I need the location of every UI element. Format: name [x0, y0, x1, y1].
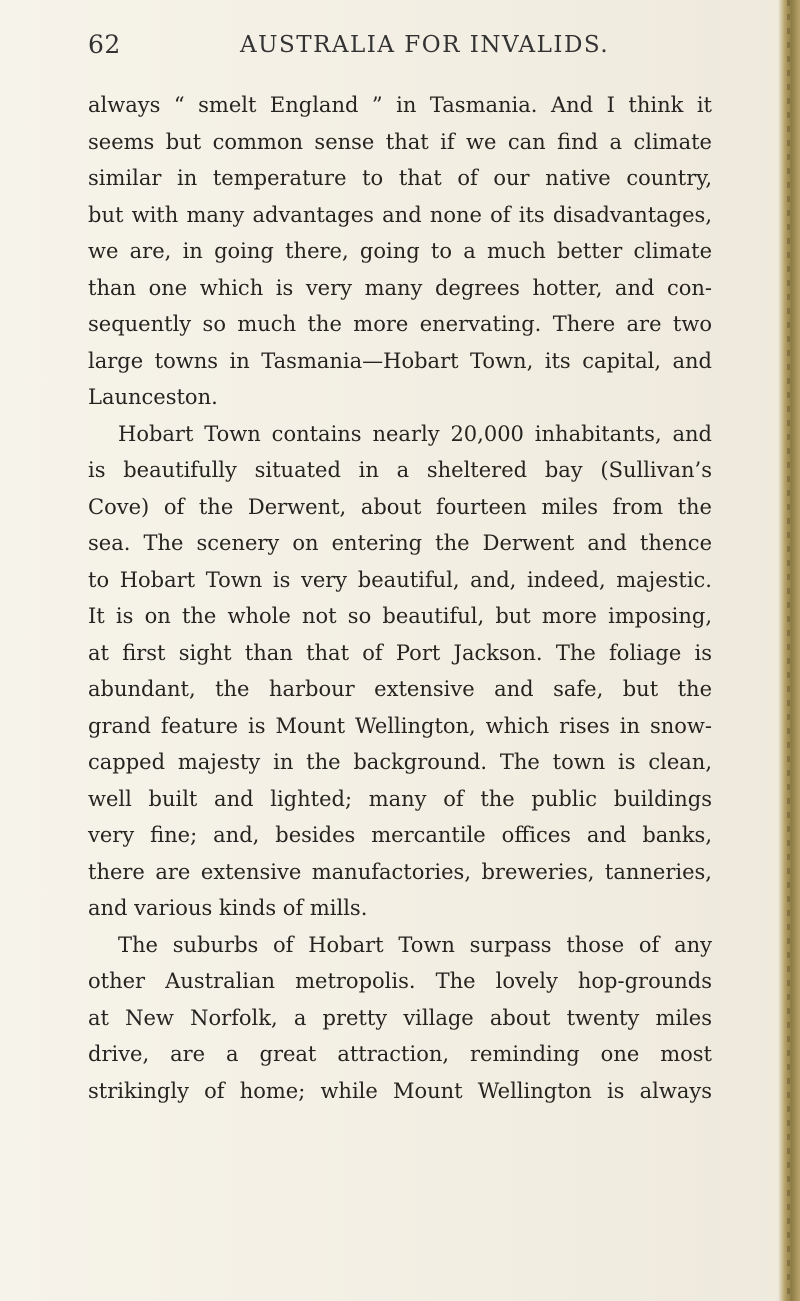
text-line: other Australian metropolis. The lovely hop-grounds — [88, 969, 712, 993]
text-line: capped majesty in the background. The town is clean, — [88, 750, 712, 774]
text-line: is beautifully situated in a sheltered bay (Sullivan’s — [88, 458, 712, 482]
text-line: at New Norfolk, a pretty village about twenty miles — [88, 1005, 712, 1030]
body-text — [88, 87, 712, 1109]
text-line: The suburbs of Hobart Town surpass those of any — [118, 932, 712, 957]
text-line: at first sight than that of Port Jackson. The foliage is — [88, 640, 712, 665]
text-line: than one which is very many degrees hotter, and con- — [88, 275, 712, 300]
text-line: Launceston. — [88, 385, 218, 409]
text-line: always “ smelt England ” in Tasmania. And I think it — [88, 93, 712, 117]
text-line: abundant, the harbour extensive and safe, but the — [88, 677, 712, 701]
text-line: Hobart Town contains nearly 20,000 inhabitants, and — [118, 421, 712, 446]
text-line: sequently so much the more enervating. There are two — [88, 312, 712, 336]
text-line: strikingly of home; while Mount Wellington is always — [88, 1078, 712, 1103]
page-header — [88, 30, 728, 70]
text-line: similar in temperature to that of our native country, — [88, 166, 712, 190]
text-line: to Hobart Town is very beautiful, and, indeed, majestic. — [88, 567, 712, 592]
text-line: there are extensive manufactories, breweries, tanneries, — [88, 859, 712, 884]
running-head: AUSTRALIA FOR INVALIDS. — [240, 32, 610, 58]
page-number: 62 — [88, 30, 121, 59]
text-line: we are, in going there, going to a much better climate — [88, 239, 712, 263]
text-line: sea. The scenery on entering the Derwent and thence — [88, 531, 712, 555]
text-line: It is on the whole not so beautiful, but more imposing, — [88, 604, 712, 628]
page-edge — [778, 0, 800, 1301]
text-line: large towns in Tasmania—Hobart Town, its capital, and — [88, 348, 712, 373]
text-line: seems but common sense that if we can find a climate — [88, 129, 712, 154]
text-line: drive, are a great attraction, reminding one most — [88, 1042, 712, 1066]
text-line: very fine; and, besides mercantile offices and banks, — [88, 823, 712, 847]
text-line: and various kinds of mills. — [88, 896, 368, 920]
text-line: Cove) of the Derwent, about fourteen miles from the — [88, 494, 712, 519]
text-line: but with many advantages and none of its disadvantages, — [88, 202, 712, 227]
text-line: well built and lighted; many of the public buildings — [88, 786, 712, 811]
text-line: grand feature is Mount Wellington, which rises in snow- — [88, 713, 712, 738]
